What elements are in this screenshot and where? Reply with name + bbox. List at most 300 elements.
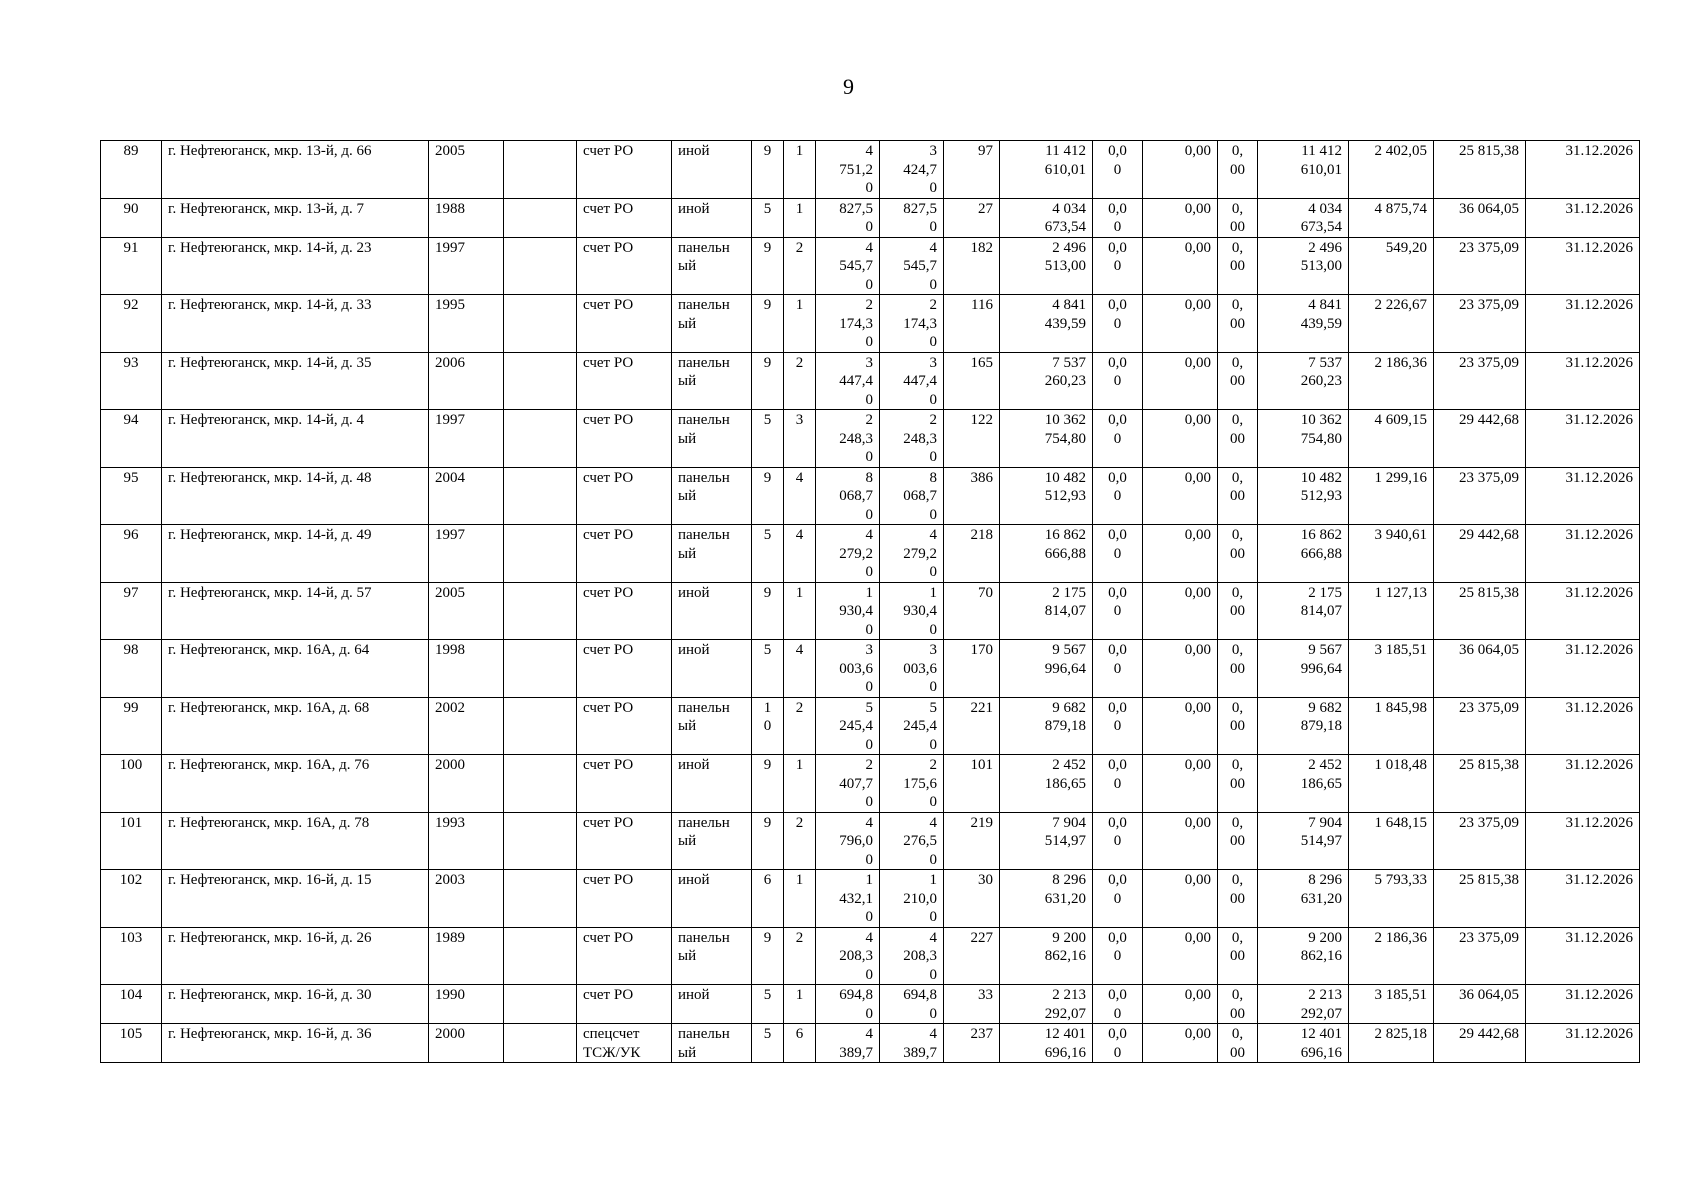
- cell-cost-part-c: 0, 00: [1218, 525, 1258, 583]
- cell-completion-date: 31.12.2026: [1526, 870, 1640, 928]
- cell-owner-funds: 16 862 666,88: [1258, 525, 1349, 583]
- cell-residents: 170: [944, 640, 1000, 698]
- cell-blank: [504, 812, 577, 870]
- cell-owner-funds: 8 296 631,20: [1258, 870, 1349, 928]
- cell-cost-part-b: 0,00: [1143, 198, 1218, 237]
- cell-owner-funds: 7 904 514,97: [1258, 812, 1349, 870]
- cell-row-number: 93: [101, 352, 162, 410]
- cell-entrances: 4: [784, 640, 816, 698]
- cell-residents: 221: [944, 697, 1000, 755]
- cell-cost-part-c: 0, 00: [1218, 697, 1258, 755]
- cell-year-built: 2000: [429, 1024, 504, 1063]
- cell-cost-part-b: 0,00: [1143, 141, 1218, 199]
- cell-unit-cost: 4 609,15: [1349, 410, 1434, 468]
- cell-fund-account: счет РО: [577, 812, 672, 870]
- cell-row-number: 103: [101, 927, 162, 985]
- cell-total-area: 827,5 0: [816, 198, 880, 237]
- cell-blank: [504, 927, 577, 985]
- cell-address: г. Нефтеюганск, мкр. 16-й, д. 36: [162, 1024, 429, 1063]
- cell-completion-date: 31.12.2026: [1526, 467, 1640, 525]
- cell-blank: [504, 198, 577, 237]
- table-row: [101, 352, 1640, 410]
- table-row: [101, 755, 1640, 813]
- cell-cost-part-a: 0,0 0: [1093, 870, 1143, 928]
- table-row: [101, 640, 1640, 698]
- cell-cost-part-a: 0,0 0: [1093, 755, 1143, 813]
- cell-total-cost: 9 567 996,64: [1000, 640, 1093, 698]
- cell-cost-part-c: 0, 00: [1218, 237, 1258, 295]
- cell-year-built: 1988: [429, 198, 504, 237]
- table-row: [101, 582, 1640, 640]
- cell-entrances: 1: [784, 295, 816, 353]
- cell-row-number: 102: [101, 870, 162, 928]
- cell-fund-account: счет РО: [577, 755, 672, 813]
- cell-blank: [504, 755, 577, 813]
- cell-floors: 9: [752, 927, 784, 985]
- cell-entrances: 1: [784, 198, 816, 237]
- cell-max-unit-cost: 36 064,05: [1434, 640, 1526, 698]
- cell-floors: 5: [752, 985, 784, 1024]
- cell-total-area: 4 208,3 0: [816, 927, 880, 985]
- cell-total-cost: 7 904 514,97: [1000, 812, 1093, 870]
- cell-fund-account: счет РО: [577, 985, 672, 1024]
- cell-total-cost: 10 482 512,93: [1000, 467, 1093, 525]
- cell-blank: [504, 697, 577, 755]
- cell-cost-part-b: 0,00: [1143, 755, 1218, 813]
- cell-unit-cost: 549,20: [1349, 237, 1434, 295]
- cell-living-area: 4 279,2 0: [880, 525, 944, 583]
- cell-row-number: 89: [101, 141, 162, 199]
- cell-cost-part-b: 0,00: [1143, 640, 1218, 698]
- cell-completion-date: 31.12.2026: [1526, 295, 1640, 353]
- cell-residents: 116: [944, 295, 1000, 353]
- cell-max-unit-cost: 25 815,38: [1434, 755, 1526, 813]
- cell-cost-part-b: 0,00: [1143, 1024, 1218, 1063]
- cell-total-area: 4 545,7 0: [816, 237, 880, 295]
- cell-owner-funds: 9 200 862,16: [1258, 927, 1349, 985]
- cell-total-cost: 2 175 814,07: [1000, 582, 1093, 640]
- cell-year-built: 2005: [429, 582, 504, 640]
- cell-fund-account: счет РО: [577, 467, 672, 525]
- cell-owner-funds: 9 567 996,64: [1258, 640, 1349, 698]
- cell-living-area: 2 174,3 0: [880, 295, 944, 353]
- cell-living-area: 827,5 0: [880, 198, 944, 237]
- cell-address: г. Нефтеюганск, мкр. 16А, д. 78: [162, 812, 429, 870]
- cell-residents: 30: [944, 870, 1000, 928]
- cell-cost-part-b: 0,00: [1143, 295, 1218, 353]
- cell-wall-material: панельн ый: [672, 295, 752, 353]
- cell-total-area: 1 930,4 0: [816, 582, 880, 640]
- cell-unit-cost: 1 299,16: [1349, 467, 1434, 525]
- housing-register-table: [100, 140, 1640, 1063]
- cell-completion-date: 31.12.2026: [1526, 141, 1640, 199]
- table-row: [101, 198, 1640, 237]
- cell-total-area: 694,8 0: [816, 985, 880, 1024]
- cell-cost-part-a: 0,0 0: [1093, 141, 1143, 199]
- cell-year-built: 2004: [429, 467, 504, 525]
- cell-living-area: 3 003,6 0: [880, 640, 944, 698]
- cell-max-unit-cost: 29 442,68: [1434, 1024, 1526, 1063]
- cell-unit-cost: 4 875,74: [1349, 198, 1434, 237]
- cell-wall-material: иной: [672, 640, 752, 698]
- cell-completion-date: 31.12.2026: [1526, 812, 1640, 870]
- cell-address: г. Нефтеюганск, мкр. 16А, д. 76: [162, 755, 429, 813]
- cell-address: г. Нефтеюганск, мкр. 16А, д. 64: [162, 640, 429, 698]
- cell-cost-part-a: 0,0 0: [1093, 198, 1143, 237]
- cell-blank: [504, 582, 577, 640]
- cell-total-area: 1 432,1 0: [816, 870, 880, 928]
- cell-unit-cost: 3 185,51: [1349, 985, 1434, 1024]
- cell-floors: 9: [752, 467, 784, 525]
- cell-entrances: 6: [784, 1024, 816, 1063]
- table-body: [101, 141, 1640, 1063]
- cell-completion-date: 31.12.2026: [1526, 525, 1640, 583]
- cell-residents: 227: [944, 927, 1000, 985]
- cell-unit-cost: 5 793,33: [1349, 870, 1434, 928]
- cell-blank: [504, 525, 577, 583]
- table-row: [101, 927, 1640, 985]
- cell-completion-date: 31.12.2026: [1526, 410, 1640, 468]
- cell-living-area: 8 068,7 0: [880, 467, 944, 525]
- cell-cost-part-a: 0,0 0: [1093, 697, 1143, 755]
- cell-unit-cost: 2 402,05: [1349, 141, 1434, 199]
- cell-total-area: 2 407,7 0: [816, 755, 880, 813]
- cell-total-cost: 4 034 673,54: [1000, 198, 1093, 237]
- table-row: [101, 410, 1640, 468]
- cell-year-built: 1997: [429, 525, 504, 583]
- cell-entrances: 1: [784, 582, 816, 640]
- cell-owner-funds: 11 412 610,01: [1258, 141, 1349, 199]
- cell-owner-funds: 7 537 260,23: [1258, 352, 1349, 410]
- cell-year-built: 2002: [429, 697, 504, 755]
- cell-entrances: 2: [784, 812, 816, 870]
- cell-cost-part-c: 0, 00: [1218, 927, 1258, 985]
- cell-owner-funds: 9 682 879,18: [1258, 697, 1349, 755]
- cell-floors: 5: [752, 410, 784, 468]
- cell-blank: [504, 295, 577, 353]
- cell-living-area: 4 389,7: [880, 1024, 944, 1063]
- cell-total-area: 2 174,3 0: [816, 295, 880, 353]
- cell-cost-part-c: 0, 00: [1218, 467, 1258, 525]
- cell-cost-part-b: 0,00: [1143, 812, 1218, 870]
- cell-entrances: 4: [784, 467, 816, 525]
- cell-row-number: 101: [101, 812, 162, 870]
- cell-cost-part-b: 0,00: [1143, 985, 1218, 1024]
- table-row: [101, 812, 1640, 870]
- cell-row-number: 95: [101, 467, 162, 525]
- cell-blank: [504, 640, 577, 698]
- cell-floors: 9: [752, 141, 784, 199]
- cell-cost-part-c: 0, 00: [1218, 640, 1258, 698]
- cell-owner-funds: 10 482 512,93: [1258, 467, 1349, 525]
- cell-row-number: 100: [101, 755, 162, 813]
- cell-unit-cost: 1 648,15: [1349, 812, 1434, 870]
- cell-completion-date: 31.12.2026: [1526, 582, 1640, 640]
- cell-max-unit-cost: 29 442,68: [1434, 525, 1526, 583]
- cell-living-area: 1 210,0 0: [880, 870, 944, 928]
- cell-year-built: 2006: [429, 352, 504, 410]
- cell-cost-part-a: 0,0 0: [1093, 927, 1143, 985]
- cell-residents: 165: [944, 352, 1000, 410]
- cell-address: г. Нефтеюганск, мкр. 14-й, д. 35: [162, 352, 429, 410]
- cell-cost-part-a: 0,0 0: [1093, 295, 1143, 353]
- cell-cost-part-a: 0,0 0: [1093, 812, 1143, 870]
- cell-cost-part-c: 0, 00: [1218, 141, 1258, 199]
- cell-cost-part-c: 0, 00: [1218, 410, 1258, 468]
- cell-unit-cost: 1 845,98: [1349, 697, 1434, 755]
- cell-fund-account: счет РО: [577, 352, 672, 410]
- cell-owner-funds: 2 496 513,00: [1258, 237, 1349, 295]
- cell-wall-material: иной: [672, 985, 752, 1024]
- cell-cost-part-c: 0, 00: [1218, 985, 1258, 1024]
- cell-residents: 182: [944, 237, 1000, 295]
- cell-max-unit-cost: 36 064,05: [1434, 985, 1526, 1024]
- cell-blank: [504, 1024, 577, 1063]
- cell-fund-account: счет РО: [577, 582, 672, 640]
- cell-total-area: 4 279,2 0: [816, 525, 880, 583]
- cell-wall-material: иной: [672, 141, 752, 199]
- cell-total-area: 3 447,4 0: [816, 352, 880, 410]
- cell-cost-part-b: 0,00: [1143, 467, 1218, 525]
- cell-cost-part-b: 0,00: [1143, 410, 1218, 468]
- cell-cost-part-b: 0,00: [1143, 582, 1218, 640]
- cell-wall-material: иной: [672, 582, 752, 640]
- cell-max-unit-cost: 25 815,38: [1434, 582, 1526, 640]
- cell-wall-material: панельн ый: [672, 410, 752, 468]
- cell-year-built: 2000: [429, 755, 504, 813]
- cell-wall-material: панельн ый: [672, 237, 752, 295]
- cell-wall-material: иной: [672, 755, 752, 813]
- cell-living-area: 2 248,3 0: [880, 410, 944, 468]
- cell-max-unit-cost: 23 375,09: [1434, 467, 1526, 525]
- cell-cost-part-a: 0,0 0: [1093, 467, 1143, 525]
- cell-cost-part-a: 0,0 0: [1093, 410, 1143, 468]
- cell-row-number: 91: [101, 237, 162, 295]
- cell-total-area: 2 248,3 0: [816, 410, 880, 468]
- cell-residents: 237: [944, 1024, 1000, 1063]
- cell-total-cost: 8 296 631,20: [1000, 870, 1093, 928]
- cell-max-unit-cost: 23 375,09: [1434, 352, 1526, 410]
- cell-year-built: 1997: [429, 237, 504, 295]
- cell-row-number: 104: [101, 985, 162, 1024]
- cell-address: г. Нефтеюганск, мкр. 16-й, д. 26: [162, 927, 429, 985]
- cell-total-cost: 16 862 666,88: [1000, 525, 1093, 583]
- table-row: [101, 697, 1640, 755]
- cell-unit-cost: 2 186,36: [1349, 352, 1434, 410]
- cell-fund-account: спецсчет ТСЖ/УК: [577, 1024, 672, 1063]
- cell-total-area: 8 068,7 0: [816, 467, 880, 525]
- cell-cost-part-a: 0,0 0: [1093, 237, 1143, 295]
- cell-wall-material: иной: [672, 870, 752, 928]
- cell-total-cost: 2 213 292,07: [1000, 985, 1093, 1024]
- cell-unit-cost: 2 825,18: [1349, 1024, 1434, 1063]
- cell-fund-account: счет РО: [577, 295, 672, 353]
- cell-completion-date: 31.12.2026: [1526, 198, 1640, 237]
- cell-cost-part-c: 0, 00: [1218, 870, 1258, 928]
- cell-max-unit-cost: 23 375,09: [1434, 237, 1526, 295]
- cell-owner-funds: 10 362 754,80: [1258, 410, 1349, 468]
- cell-row-number: 105: [101, 1024, 162, 1063]
- table-row: [101, 141, 1640, 199]
- cell-living-area: 4 276,5 0: [880, 812, 944, 870]
- cell-floors: 9: [752, 755, 784, 813]
- table-row: [101, 295, 1640, 353]
- cell-max-unit-cost: 23 375,09: [1434, 812, 1526, 870]
- cell-year-built: 1998: [429, 640, 504, 698]
- table-row: [101, 525, 1640, 583]
- cell-row-number: 97: [101, 582, 162, 640]
- cell-living-area: 2 175,6 0: [880, 755, 944, 813]
- cell-cost-part-b: 0,00: [1143, 525, 1218, 583]
- cell-residents: 70: [944, 582, 1000, 640]
- cell-wall-material: панельн ый: [672, 525, 752, 583]
- cell-owner-funds: 12 401 696,16: [1258, 1024, 1349, 1063]
- cell-row-number: 94: [101, 410, 162, 468]
- cell-wall-material: панельн ый: [672, 352, 752, 410]
- cell-fund-account: счет РО: [577, 870, 672, 928]
- cell-entrances: 4: [784, 525, 816, 583]
- cell-unit-cost: 3 185,51: [1349, 640, 1434, 698]
- cell-blank: [504, 985, 577, 1024]
- cell-residents: 97: [944, 141, 1000, 199]
- cell-residents: 218: [944, 525, 1000, 583]
- cell-max-unit-cost: 23 375,09: [1434, 697, 1526, 755]
- cell-total-cost: 2 496 513,00: [1000, 237, 1093, 295]
- cell-cost-part-a: 0,0 0: [1093, 525, 1143, 583]
- cell-address: г. Нефтеюганск, мкр. 14-й, д. 49: [162, 525, 429, 583]
- cell-floors: 9: [752, 812, 784, 870]
- table-row: [101, 1024, 1640, 1063]
- cell-row-number: 99: [101, 697, 162, 755]
- cell-wall-material: панельн ый: [672, 697, 752, 755]
- cell-max-unit-cost: 23 375,09: [1434, 295, 1526, 353]
- cell-blank: [504, 237, 577, 295]
- cell-residents: 219: [944, 812, 1000, 870]
- cell-year-built: 1993: [429, 812, 504, 870]
- cell-living-area: 3 424,7 0: [880, 141, 944, 199]
- cell-year-built: 1995: [429, 295, 504, 353]
- cell-entrances: 2: [784, 697, 816, 755]
- cell-total-cost: 9 682 879,18: [1000, 697, 1093, 755]
- cell-address: г. Нефтеюганск, мкр. 14-й, д. 33: [162, 295, 429, 353]
- cell-completion-date: 31.12.2026: [1526, 697, 1640, 755]
- cell-cost-part-a: 0,0 0: [1093, 1024, 1143, 1063]
- cell-cost-part-c: 0, 00: [1218, 582, 1258, 640]
- cell-address: г. Нефтеюганск, мкр. 16-й, д. 15: [162, 870, 429, 928]
- cell-floors: 6: [752, 870, 784, 928]
- cell-row-number: 90: [101, 198, 162, 237]
- cell-total-area: 5 245,4 0: [816, 697, 880, 755]
- cell-living-area: 4 208,3 0: [880, 927, 944, 985]
- cell-total-cost: 12 401 696,16: [1000, 1024, 1093, 1063]
- cell-total-area: 3 003,6 0: [816, 640, 880, 698]
- cell-address: г. Нефтеюганск, мкр. 14-й, д. 57: [162, 582, 429, 640]
- cell-living-area: 3 447,4 0: [880, 352, 944, 410]
- cell-floors: 9: [752, 352, 784, 410]
- cell-floors: 5: [752, 525, 784, 583]
- cell-cost-part-a: 0,0 0: [1093, 640, 1143, 698]
- cell-cost-part-b: 0,00: [1143, 697, 1218, 755]
- cell-fund-account: счет РО: [577, 198, 672, 237]
- cell-unit-cost: 3 940,61: [1349, 525, 1434, 583]
- cell-total-cost: 2 452 186,65: [1000, 755, 1093, 813]
- cell-year-built: 2003: [429, 870, 504, 928]
- cell-row-number: 98: [101, 640, 162, 698]
- cell-row-number: 96: [101, 525, 162, 583]
- cell-cost-part-b: 0,00: [1143, 352, 1218, 410]
- cell-fund-account: счет РО: [577, 237, 672, 295]
- cell-address: г. Нефтеюганск, мкр. 13-й, д. 7: [162, 198, 429, 237]
- cell-cost-part-b: 0,00: [1143, 927, 1218, 985]
- cell-row-number: 92: [101, 295, 162, 353]
- cell-completion-date: 31.12.2026: [1526, 640, 1640, 698]
- cell-residents: 27: [944, 198, 1000, 237]
- cell-address: г. Нефтеюганск, мкр. 14-й, д. 23: [162, 237, 429, 295]
- cell-unit-cost: 1 127,13: [1349, 582, 1434, 640]
- cell-wall-material: иной: [672, 198, 752, 237]
- cell-residents: 122: [944, 410, 1000, 468]
- cell-cost-part-c: 0, 00: [1218, 198, 1258, 237]
- cell-fund-account: счет РО: [577, 640, 672, 698]
- cell-completion-date: 31.12.2026: [1526, 1024, 1640, 1063]
- cell-living-area: 694,8 0: [880, 985, 944, 1024]
- cell-max-unit-cost: 23 375,09: [1434, 927, 1526, 985]
- cell-total-area: 4 389,7: [816, 1024, 880, 1063]
- cell-blank: [504, 870, 577, 928]
- cell-unit-cost: 2 186,36: [1349, 927, 1434, 985]
- cell-completion-date: 31.12.2026: [1526, 927, 1640, 985]
- cell-year-built: 1997: [429, 410, 504, 468]
- cell-cost-part-c: 0, 00: [1218, 295, 1258, 353]
- cell-floors: 5: [752, 1024, 784, 1063]
- cell-floors: 9: [752, 295, 784, 353]
- cell-residents: 386: [944, 467, 1000, 525]
- cell-completion-date: 31.12.2026: [1526, 755, 1640, 813]
- cell-floors: 5: [752, 198, 784, 237]
- cell-address: г. Нефтеюганск, мкр. 16-й, д. 30: [162, 985, 429, 1024]
- cell-total-cost: 9 200 862,16: [1000, 927, 1093, 985]
- cell-fund-account: счет РО: [577, 141, 672, 199]
- cell-wall-material: панельн ый: [672, 812, 752, 870]
- cell-owner-funds: 2 452 186,65: [1258, 755, 1349, 813]
- table-row: [101, 870, 1640, 928]
- cell-total-cost: 4 841 439,59: [1000, 295, 1093, 353]
- cell-address: г. Нефтеюганск, мкр. 13-й, д. 66: [162, 141, 429, 199]
- cell-owner-funds: 4 841 439,59: [1258, 295, 1349, 353]
- cell-entrances: 1: [784, 870, 816, 928]
- cell-unit-cost: 2 226,67: [1349, 295, 1434, 353]
- cell-address: г. Нефтеюганск, мкр. 14-й, д. 48: [162, 467, 429, 525]
- table-row: [101, 985, 1640, 1024]
- cell-year-built: 1989: [429, 927, 504, 985]
- cell-entrances: 2: [784, 927, 816, 985]
- cell-owner-funds: 2 175 814,07: [1258, 582, 1349, 640]
- cell-blank: [504, 410, 577, 468]
- page-number: 9: [843, 74, 854, 99]
- cell-total-cost: 7 537 260,23: [1000, 352, 1093, 410]
- cell-living-area: 5 245,4 0: [880, 697, 944, 755]
- cell-address: г. Нефтеюганск, мкр. 14-й, д. 4: [162, 410, 429, 468]
- cell-living-area: 4 545,7 0: [880, 237, 944, 295]
- cell-fund-account: счет РО: [577, 525, 672, 583]
- cell-cost-part-a: 0,0 0: [1093, 582, 1143, 640]
- cell-unit-cost: 1 018,48: [1349, 755, 1434, 813]
- cell-max-unit-cost: 25 815,38: [1434, 870, 1526, 928]
- cell-address: г. Нефтеюганск, мкр. 16А, д. 68: [162, 697, 429, 755]
- cell-cost-part-c: 0, 00: [1218, 352, 1258, 410]
- cell-year-built: 2005: [429, 141, 504, 199]
- cell-year-built: 1990: [429, 985, 504, 1024]
